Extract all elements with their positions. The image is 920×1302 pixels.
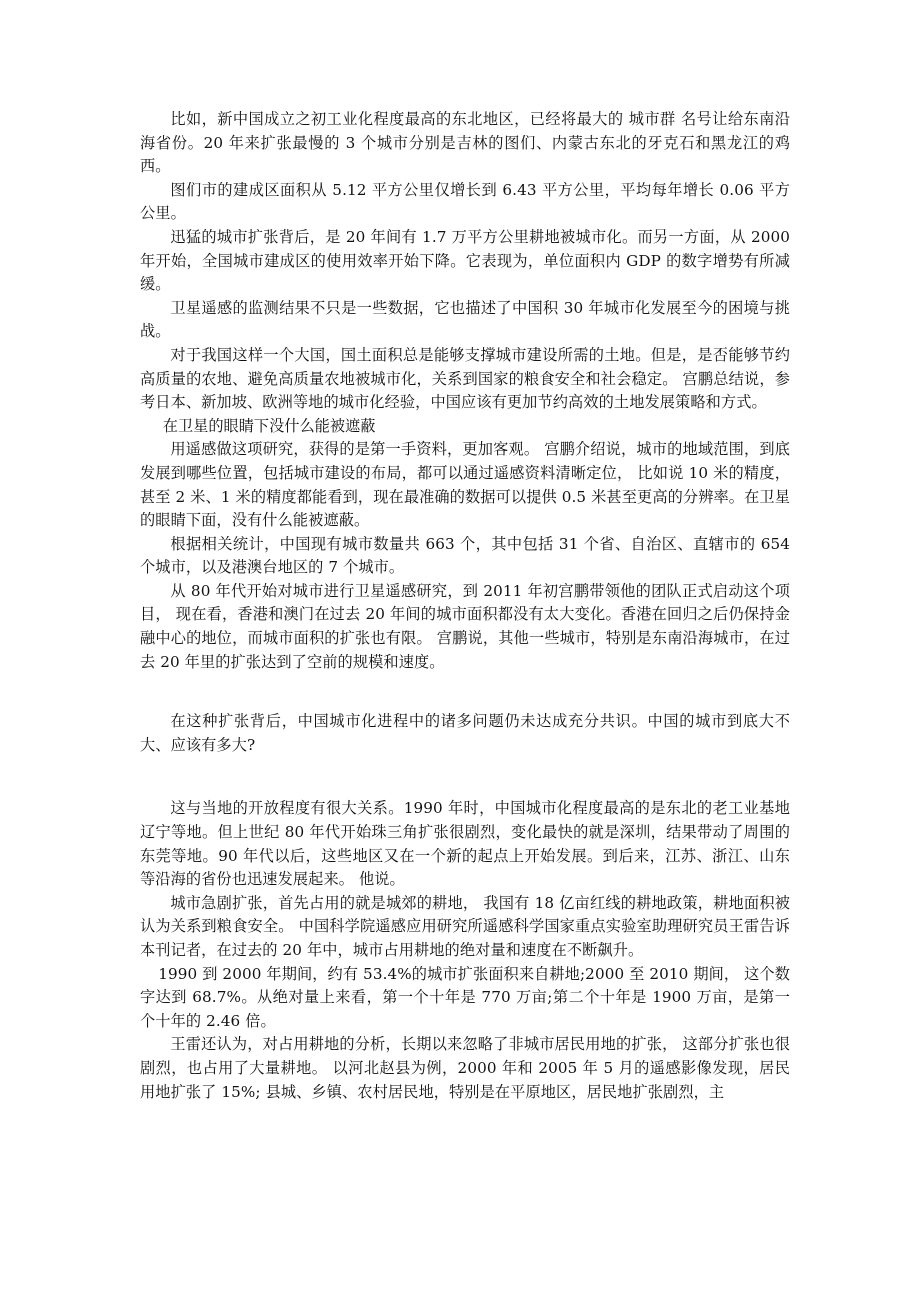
- paragraph: 对于我国这样一个大国，国土面积总是能够支撑城市建设所需的土地。但是，是否能够节约高质量的农地、避免高质量农地被城市化，关系到国家的粮食安全和社会稳定。 宫鹏总结说，参考日本、新加坡、欧洲等地的城市化经验，中国应该有更加节约高效的土地发展策略和方式。: [140, 345, 790, 412]
- paragraph: 比如，新中国成立之初工业化程度最高的东北地区，已经将最大的 城市群 名号让给东南沿海省份。20 年来扩张最慢的 3 个城市分别是吉林的图们、内蒙古东北的牙克石和黑龙江的鸡西。: [140, 110, 790, 176]
- paragraph: 从 80 年代开始对城市进行卫星遥感研究，到 2011 年初宫鹏带领他的团队正式启动这个项目， 现在看，香港和澳门在过去 20 年间的城市面积都没有太大变化。香港在回归之后仍保持金融中心的地位，而城市面积的扩张也有限。 宫鹏说，其他一些城市，特别是东南沿海城市，在过去 20 年里的扩张达到了空前的规模和速度。: [140, 581, 790, 671]
- blank-space: [140, 674, 790, 710]
- paragraph: 根据相关统计，中国现有城市数量共 663 个，其中包括 31 个省、自治区、直辖市的 654 个城市，以及港澳台地区的 7 个城市。: [140, 534, 790, 577]
- paragraph: 卫星遥感的监测结果不只是一些数据，它也描述了中国积 30 年城市化发展至今的困境与挑战。: [140, 298, 790, 341]
- paragraph: 1990 到 2000 年期间，约有 53.4%的城市扩张面积来自耕地;2000 至 2010 期间， 这个数字达到 68.7%。从绝对量上来看，第一个十年是 770 万亩;第二个十年是 1900 万亩，是第一个十年的 2.46 倍。: [140, 964, 791, 1030]
- paragraph: 王雷还认为，对占用耕地的分析，长期以来忽略了非城市居民用地的扩张， 这部分扩张也很剧烈，也占用了大量耕地。 以河北赵县为例，2000 年和 2005 年 5 月的遥感影像发现，居民用地扩张了 15%; 县城、乡镇、农村居民地，特别是在平原地区，居民地扩张剧烈，主: [140, 1035, 790, 1101]
- document-page: [140, 108, 790, 1104]
- paragraph: 迅猛的城市扩张背后，是 20 年间有 1.7 万平方公里耕地被城市化。而另一方面，从 2000 年开始，全国城市建成区的使用效率开始下降。它表现为，单位面积内 GDP 的数字增势有所减缓。: [140, 227, 790, 294]
- paragraph: 这与当地的开放程度有很大关系。1990 年时，中国城市化程度最高的是东北的老工业基地辽宁等地。但上世纪 80 年代开始珠三角扩张很剧烈，变化最快的就是深圳，结果带动了周围的东莞等地。90 年代以后，这些地区又在一个新的起点上开始发展。到后来，江苏、浙江、山东等沿海的省份也迅速发展起来。 他说。: [140, 799, 790, 889]
- paragraph: 城市急剧扩张，首先占用的就是城郊的耕地， 我国有 18 亿亩红线的耕地政策，耕地面积被认为关系到粮食安全。 中国科学院遥感应用研究所遥感科学国家重点实验室助理研究员王雷告诉本刊记者，在过去的 20 年中，城市占用耕地的绝对量和速度在不断飙升。: [140, 893, 790, 959]
- paragraph: 用遥感做这项研究，获得的是第一手资料，更加客观。 宫鹏介绍说，城市的地域范围，到底发展到哪些位置，包括城市建设的布局，都可以通过遥感资料清晰定位， 比如说 10 米的精度，甚至 2 米、1 米的精度都能看到，现在最准确的数据可以提供 0.5 米甚至更高的分辨率。在卫星的眼睛下面，没有什么能被遮蔽。: [140, 440, 790, 530]
- paragraph: 在这种扩张背后，中国城市化进程中的诸多问题仍未达成充分共识。中国的城市到底大不大、应该有多大?: [140, 712, 790, 754]
- paragraph: 图们市的建成区面积从 5.12 平方公里仅增长到 6.43 平方公里，平均每年增长 0.06 平方公里。: [140, 180, 790, 223]
- blank-space: [140, 757, 790, 797]
- section-heading: 在卫星的眼睛下没什么能被遮蔽: [162, 416, 376, 435]
